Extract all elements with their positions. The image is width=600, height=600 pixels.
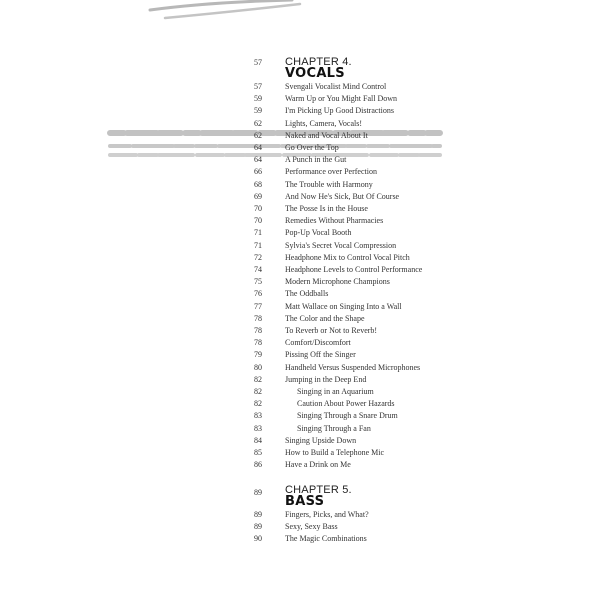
toc-entry-page: 77 <box>254 301 262 311</box>
toc-entry-title: Pop-Up Vocal Booth <box>285 228 352 238</box>
toc-entry <box>0 349 600 361</box>
toc-entry <box>0 398 600 410</box>
toc-entry <box>0 215 600 227</box>
toc-entry-title: Modern Microphone Champions <box>285 277 390 287</box>
toc-entry <box>0 509 600 521</box>
toc-entry <box>0 166 600 178</box>
toc-entry <box>0 301 600 313</box>
toc-entry-title: Svengali Vocalist Mind Control <box>285 82 387 91</box>
toc-entry <box>0 435 600 447</box>
toc-entry-page: 71 <box>254 240 262 250</box>
toc-entry-title: Singing Upside Down <box>285 435 357 445</box>
toc-entry <box>0 191 600 203</box>
toc-entry <box>0 337 600 349</box>
toc-entry-title: Headphone Levels to Control Performance <box>285 265 423 274</box>
chapter-page-number: 89 <box>254 488 262 497</box>
toc-entry-title: Have a Drink on Me <box>285 460 351 470</box>
brush-stroke-top-2 <box>165 4 300 18</box>
toc-entry-page: 62 <box>254 130 262 140</box>
toc-entry-title: Warm Up or You Might Fall Down <box>285 94 398 104</box>
toc-entry-title: Lights, Camera, Vocals! <box>285 118 363 128</box>
toc-entry <box>0 521 600 533</box>
toc-entry-page: 69 <box>254 191 262 201</box>
toc-entry-title: The Color and the Shape <box>285 313 365 323</box>
toc-entry-title: Caution About Power Hazards <box>297 399 395 409</box>
toc-entry <box>0 313 600 325</box>
toc-entry <box>0 240 600 252</box>
toc-entry <box>0 386 600 398</box>
toc-entry-page: 66 <box>254 167 262 177</box>
toc-entry-title: And Now He's Sick, But Of Course <box>285 191 400 201</box>
toc-entry-title: The Trouble with Harmony <box>285 179 373 189</box>
toc-entry <box>0 142 600 154</box>
chapter-title: BASS <box>285 494 325 509</box>
toc-entry-title: Handheld Versus Suspended Microphones <box>285 362 421 372</box>
toc-entry-title: Singing Through a Snare Drum <box>297 411 398 421</box>
toc-entry <box>0 288 600 300</box>
toc-entry-page: 71 <box>254 228 262 238</box>
toc-entry-page: 76 <box>254 289 262 299</box>
toc-entry-title: I'm Picking Up Good Distractions <box>285 106 394 116</box>
toc-entry-page: 64 <box>254 143 262 152</box>
toc-entry-title: Remedies Without Pharmacies <box>285 216 384 226</box>
toc-entry-page: 70 <box>254 204 262 213</box>
toc-entry-page: 72 <box>254 252 262 262</box>
toc-entry-title: Fingers, Picks, and What? <box>285 510 369 519</box>
toc-entry-title: Pissing Off the Singer <box>285 350 356 360</box>
toc-entry-title: Comfort/Discomfort <box>285 338 351 348</box>
chapter-page-number: 57 <box>254 58 262 67</box>
toc-entry-page: 64 <box>254 155 262 165</box>
toc-entry-page: 59 <box>254 94 262 104</box>
chapter-label: CHAPTER 4. <box>285 56 352 68</box>
toc-entry <box>0 276 600 288</box>
toc-entry-title: Go Over the Top <box>285 143 339 152</box>
toc-entry-page: 90 <box>254 534 262 544</box>
toc-entry-page: 80 <box>254 362 262 372</box>
toc-entry-page: 70 <box>254 216 262 226</box>
toc-entry <box>0 423 600 435</box>
toc-entry-page: 78 <box>254 326 262 335</box>
toc-entry <box>0 362 600 374</box>
toc-entry <box>0 252 600 264</box>
toc-entry-page: 85 <box>254 448 262 457</box>
toc-entry-page: 57 <box>254 82 262 91</box>
toc-entry-title: Jumping in the Deep End <box>285 374 367 384</box>
toc-entry <box>0 459 600 471</box>
toc-entry-page: 78 <box>254 313 262 323</box>
toc-entry-page: 74 <box>254 265 262 274</box>
toc-entry-page: 68 <box>254 179 262 189</box>
toc-entry-title: The Oddballs <box>285 289 329 299</box>
toc-entry <box>0 227 600 239</box>
toc-entry-page: 82 <box>254 387 262 396</box>
toc-entry <box>0 154 600 166</box>
toc-entry <box>0 81 600 93</box>
toc-entry <box>0 533 600 545</box>
toc-entry-title: To Reverb or Not to Reverb! <box>285 326 378 335</box>
toc-entry-title: How to Build a Telephone Mic <box>285 448 385 457</box>
toc-entry-page: 89 <box>254 510 262 519</box>
toc-entry-page: 89 <box>254 522 262 532</box>
toc-entry <box>0 118 600 130</box>
toc-entry-title: The Posse Is in the House <box>285 204 368 213</box>
toc-entry-title: Singing Through a Fan <box>297 423 371 433</box>
toc-entry-title: Matt Wallace on Singing Into a Wall <box>285 301 402 311</box>
toc-entry-title: Naked and Vocal About It <box>285 130 368 140</box>
toc-entry-page: 86 <box>254 460 262 470</box>
toc-entry-title: Sexy, Sexy Bass <box>285 522 338 532</box>
toc-entry-title: Headphone Mix to Control Vocal Pitch <box>285 252 410 262</box>
toc-entry-title: Singing in an Aquarium <box>297 387 374 396</box>
toc-entry-title: A Punch in the Gut <box>285 155 347 165</box>
chapter-label: CHAPTER 5. <box>285 484 352 496</box>
toc-entry-page: 83 <box>254 423 262 433</box>
toc-entry <box>0 410 600 422</box>
toc-entry-title: Sylvia's Secret Vocal Compression <box>285 240 397 250</box>
toc-entry <box>0 105 600 117</box>
toc-entry <box>0 325 600 337</box>
toc-entry <box>0 130 600 142</box>
toc-entry-title: Performance over Perfection <box>285 167 377 177</box>
toc-entry <box>0 179 600 191</box>
toc-entry-page: 75 <box>254 277 262 287</box>
toc-entry-page: 82 <box>254 399 262 409</box>
toc-entry-page: 62 <box>254 118 262 128</box>
toc-entry-page: 83 <box>254 411 262 421</box>
toc-entry-page: 59 <box>254 106 262 116</box>
toc-entry <box>0 264 600 276</box>
toc-entry-page: 79 <box>254 350 262 360</box>
toc-entry <box>0 203 600 215</box>
toc-entry-page: 84 <box>254 435 262 445</box>
brush-stroke-top-1 <box>150 0 292 10</box>
chapter-title: VOCALS <box>285 66 345 81</box>
toc-entry-title: The Magic Combinations <box>285 534 367 544</box>
toc-entry-page: 78 <box>254 338 262 348</box>
toc-entry-page: 82 <box>254 374 262 384</box>
toc-entry <box>0 93 600 105</box>
toc-entry <box>0 447 600 459</box>
toc-entry <box>0 374 600 386</box>
